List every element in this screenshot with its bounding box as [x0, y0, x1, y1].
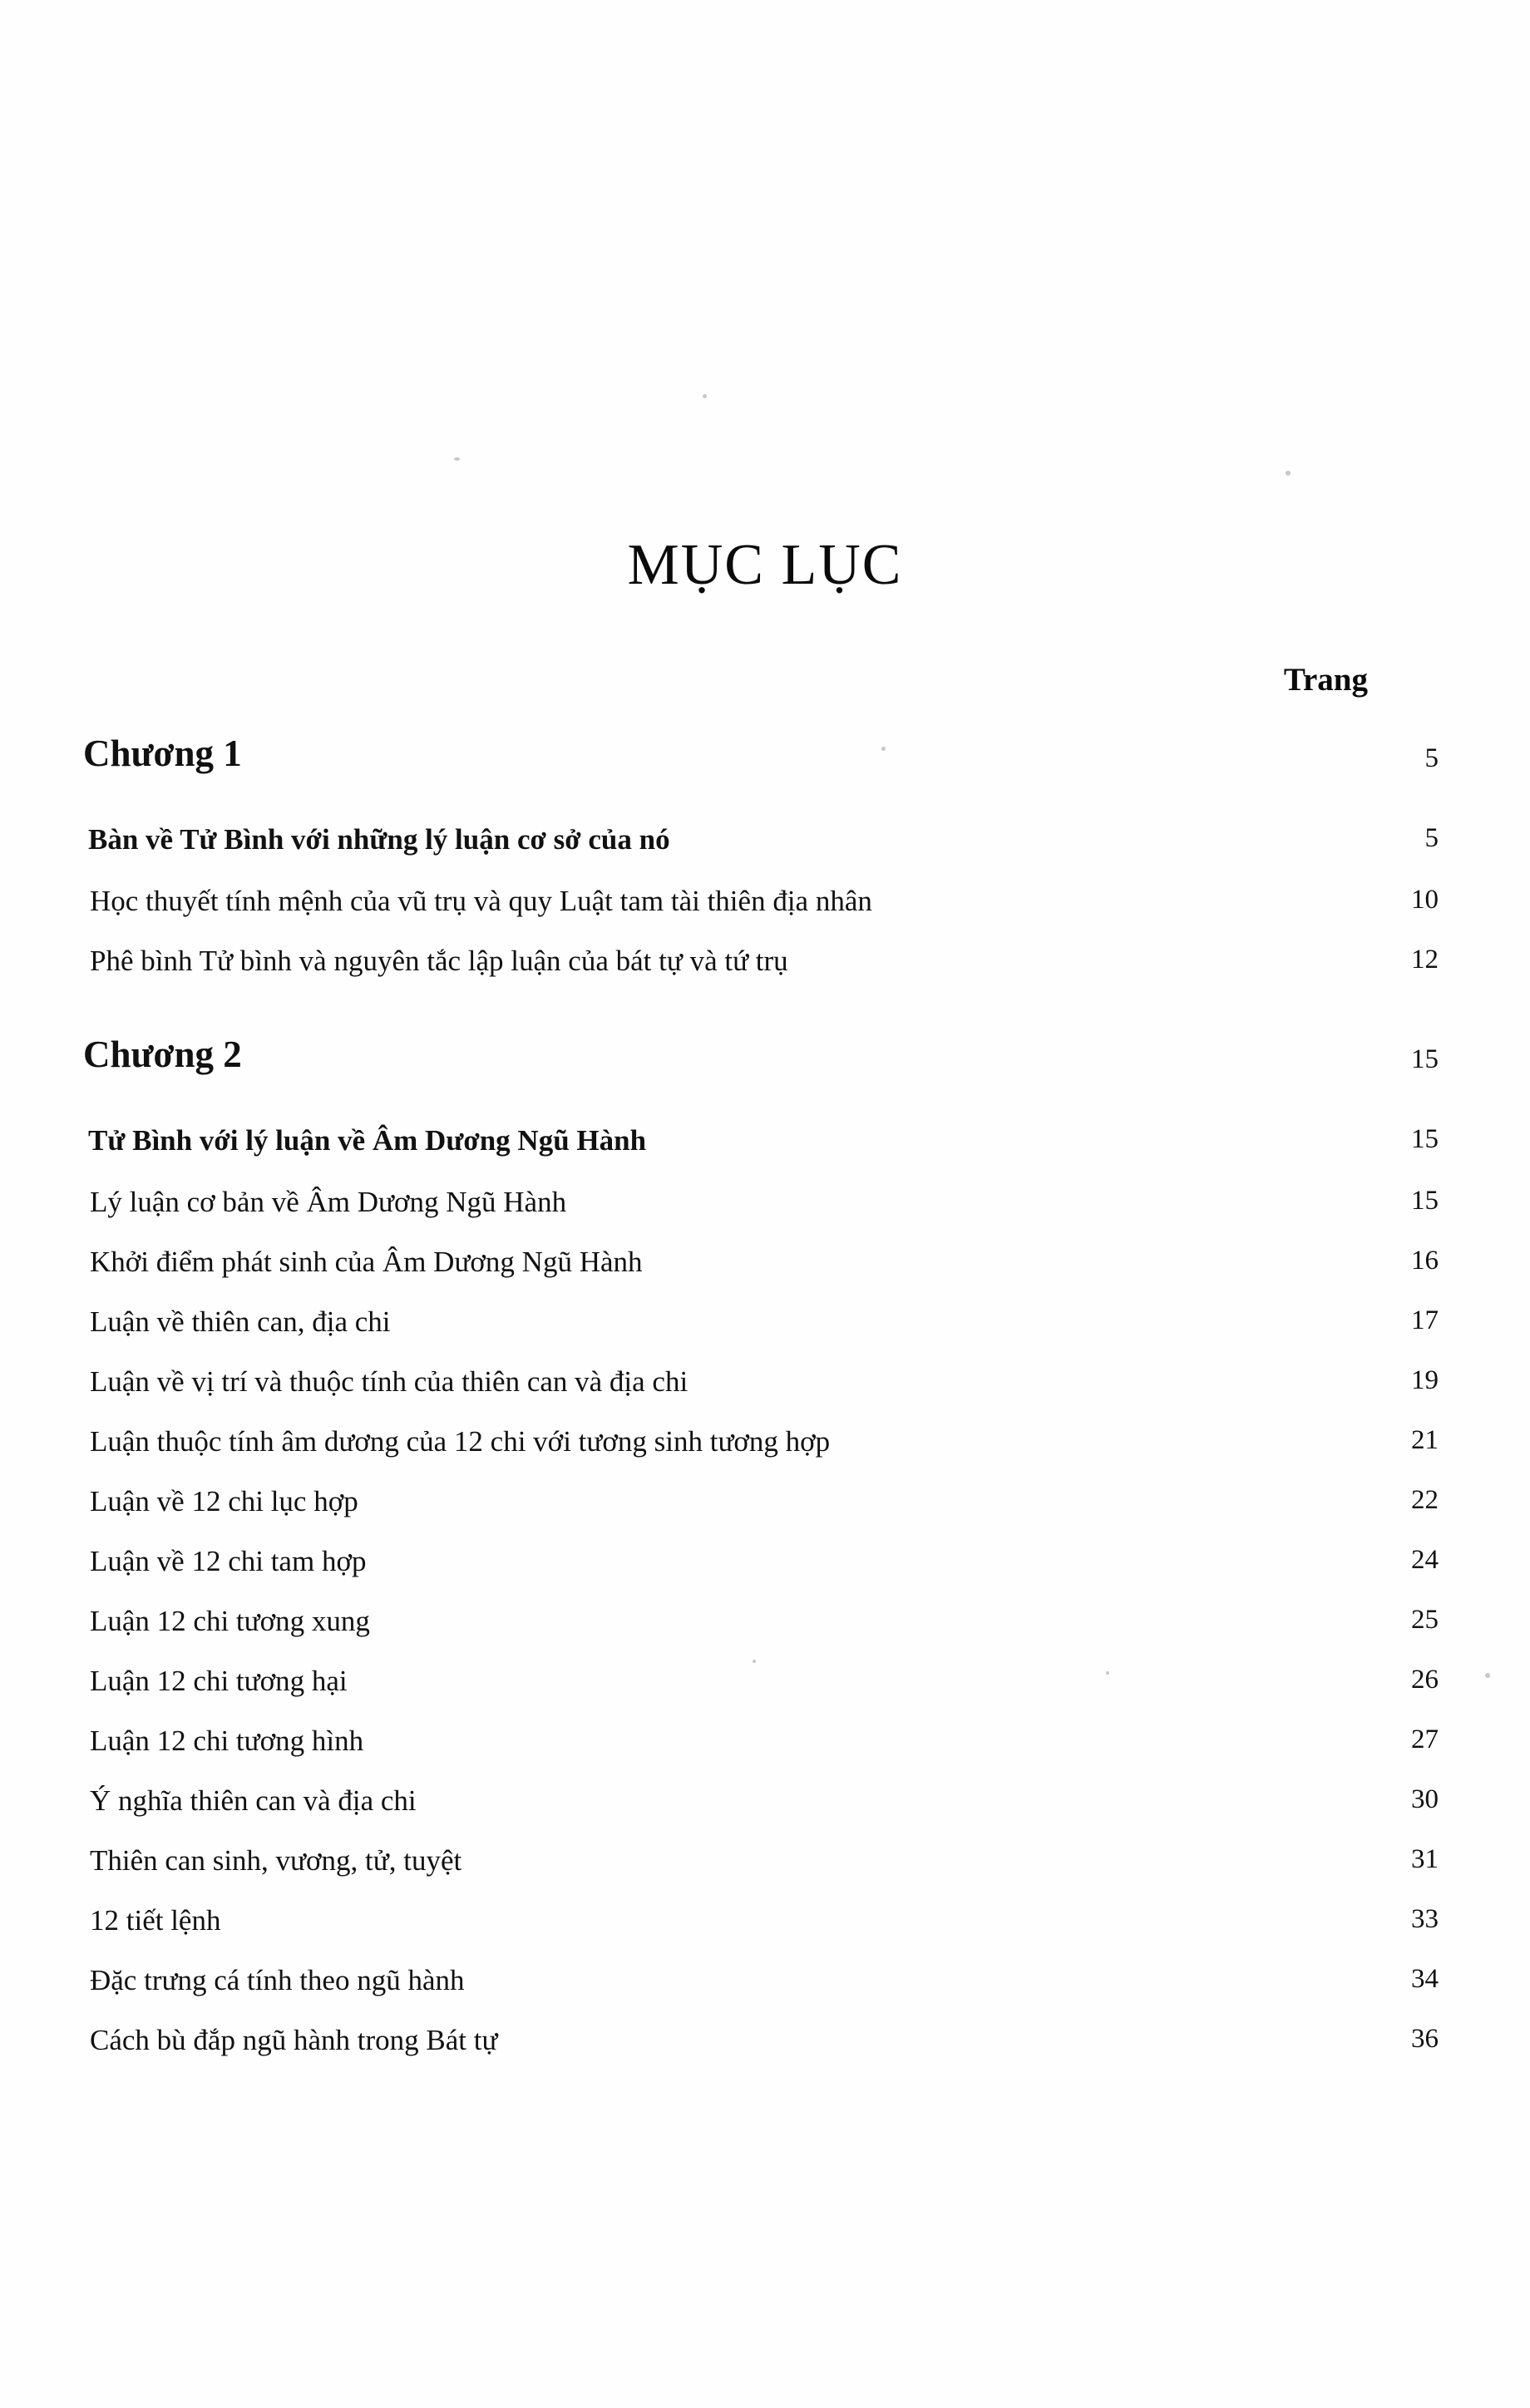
toc-entry-row[interactable] [83, 1904, 1447, 1964]
toc-entry-page-number: 31 [1411, 1844, 1439, 1874]
toc-entry-page-number: 15 [1411, 1044, 1439, 1074]
toc-entry-row[interactable] [83, 1605, 1447, 1665]
toc-entry-page-number: 5 [1424, 823, 1439, 853]
toc-entry-page-number: 15 [1411, 1124, 1439, 1154]
toc-entry-label: Thiên can sinh, vương, tử, tuyệt [90, 1844, 462, 1877]
toc-entry-label: Chương 2 [83, 1034, 242, 1075]
toc-entry-page-number: 12 [1411, 945, 1439, 975]
toc-entry-row[interactable] [83, 1665, 1447, 1725]
toc-entry-page-number: 33 [1411, 1904, 1439, 1934]
page-title: MỤC LỤC [627, 533, 903, 597]
toc-entry-page-number: 24 [1411, 1545, 1439, 1575]
toc-entry-label: Chương 1 [83, 733, 242, 774]
toc-entry-page-number: 26 [1411, 1665, 1439, 1695]
spacer [83, 1113, 1447, 1124]
toc-entry-row[interactable] [83, 1425, 1447, 1485]
scan-speck [454, 457, 460, 461]
toc-entry-label: Luận thuộc tính âm dương của 12 chi với tương sinh tương hợp [90, 1425, 831, 1458]
toc-section-row[interactable] [83, 1124, 1447, 1186]
toc-entry-page-number: 16 [1411, 1246, 1439, 1276]
spacer [83, 812, 1447, 823]
toc-entry-label: 12 tiết lệnh [90, 1904, 221, 1937]
toc-entry-label: Luận về 12 chi lục hợp [90, 1485, 358, 1517]
toc-entry-label: Học thuyết tính mệnh của vũ trụ và quy Luật tam tài thiên địa nhân [90, 885, 872, 917]
scan-speck [703, 394, 707, 398]
toc-entry-row[interactable] [83, 1964, 1447, 2024]
toc-entry-label: Ý nghĩa thiên can và địa chi [90, 1784, 417, 1817]
toc-section-row[interactable] [83, 823, 1447, 885]
toc-entry-row[interactable] [83, 1844, 1447, 1904]
toc-entry-page-number: 5 [1424, 743, 1439, 773]
toc-entry-page-number: 10 [1411, 885, 1439, 915]
toc-entry-row[interactable] [83, 1186, 1447, 1246]
toc-entry-label: Đặc trưng cá tính theo ngũ hành [90, 1964, 465, 1996]
toc-entry-label: Cách bù đắp ngũ hành trong Bát tự [90, 2024, 498, 2056]
spacer [83, 1004, 1447, 1033]
toc-entry-label: Bàn về Tử Bình với những lý luận cơ sở của nó [88, 823, 670, 856]
toc-entry-page-number: 19 [1411, 1365, 1439, 1395]
toc-entry-label: Luận về vị trí và thuộc tính của thiên can và địa chi [90, 1365, 688, 1398]
toc-chapter-row[interactable] [83, 1033, 1447, 1113]
toc-entry-label: Khởi điểm phát sinh của Âm Dương Ngũ Hành [90, 1246, 643, 1278]
toc-entry-label: Lý luận cơ bản về Âm Dương Ngũ Hành [90, 1186, 567, 1218]
toc-entry-row[interactable] [83, 1305, 1447, 1365]
toc-entry-label: Phê bình Tử bình và nguyên tắc lập luận của bát tự và tứ trụ [90, 945, 788, 977]
toc-entry-page-number: 15 [1411, 1186, 1439, 1216]
toc-entry-label: Luận 12 chi tương hại [90, 1665, 348, 1697]
toc-entry-row[interactable] [83, 1545, 1447, 1605]
toc-entry-label: Tử Bình với lý luận về Âm Dương Ngũ Hành [88, 1124, 647, 1157]
page-column-header: Trang [1283, 662, 1368, 698]
toc-entry-row[interactable] [83, 1784, 1447, 1844]
toc-entry-row[interactable] [83, 1485, 1447, 1545]
toc-entry-row[interactable] [83, 2024, 1447, 2084]
toc-entry-page-number: 22 [1411, 1485, 1439, 1515]
scan-speck [1286, 471, 1291, 476]
toc-entry-page-number: 21 [1411, 1425, 1439, 1455]
toc-entry-row[interactable] [83, 1246, 1447, 1305]
toc-entry-label: Luận về 12 chi tam hợp [90, 1545, 367, 1577]
toc-entry-page-number: 25 [1411, 1605, 1439, 1635]
toc-entry-row[interactable] [83, 885, 1447, 945]
toc-entry-label: Luận 12 chi tương hình [90, 1725, 364, 1757]
scan-speck [1485, 1673, 1490, 1678]
toc-entry-row[interactable] [83, 1365, 1447, 1425]
toc-entry-row[interactable] [83, 1725, 1447, 1784]
toc-chapter-row[interactable] [83, 732, 1447, 812]
toc-entry-row[interactable] [83, 945, 1447, 1004]
toc-entry-page-number: 17 [1411, 1305, 1439, 1335]
toc-entry-label: Luận 12 chi tương xung [90, 1605, 370, 1637]
table-of-contents [83, 732, 1447, 2084]
toc-entry-page-number: 27 [1411, 1725, 1439, 1754]
toc-entry-label: Luận về thiên can, địa chi [90, 1305, 391, 1338]
toc-entry-page-number: 30 [1411, 1784, 1439, 1814]
toc-entry-page-number: 34 [1411, 1964, 1439, 1994]
toc-entry-page-number: 36 [1411, 2024, 1439, 2054]
